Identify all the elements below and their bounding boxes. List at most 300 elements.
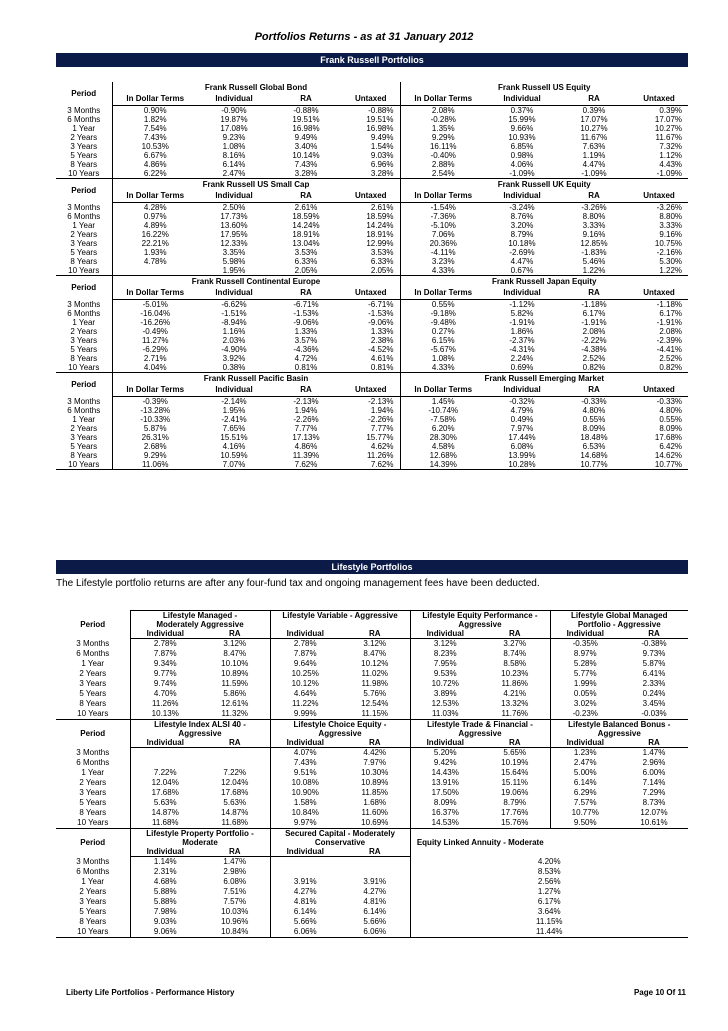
table-row [56,907,688,917]
value-cell: -5.10% [400,221,486,230]
value-cell: 8.23% [410,649,480,659]
value-cell: -4.36% [293,345,319,354]
value-cell: -9.06% [293,318,319,327]
period-cell: 2 Years [79,778,107,787]
value-cell: 15.11% [501,778,529,787]
value-cell: -5.67% [400,345,486,354]
value-cell: 7.77% [370,424,394,433]
value-cell: 2.78% [130,639,200,650]
table-row [56,212,688,221]
table-row [56,239,688,248]
column-header: RA [270,190,342,203]
value-cell: 1.08% [400,354,486,363]
value-cell: 11.02% [361,669,389,678]
value-cell: 11.15% [340,709,410,720]
value-cell: -3.26% [656,203,683,212]
portfolio-header-row [56,729,688,738]
value-cell: -0.39% [112,397,198,407]
column-header: Individual [130,738,200,748]
value-cell: 7.98% [130,907,200,917]
table-row [56,406,688,415]
column-header: In Dollar Terms [400,93,486,106]
portfolio-header-row [56,829,688,839]
value-cell: 10.08% [270,778,340,788]
value-cell: 5.66% [363,917,387,926]
value-cell: 11.06% [112,460,198,470]
value-cell: 0.55% [400,300,486,310]
table-row [56,442,688,451]
period-cell: 8 Years [79,917,107,926]
value-cell: 2.56% [410,877,688,887]
value-cell: 10.18% [508,239,536,248]
value-cell: -4.90% [221,345,247,354]
value-cell: 2.33% [642,679,666,688]
table-row [56,151,688,160]
period-cell: 1 Year [72,318,96,327]
period-cell: 10 Years [56,363,112,373]
column-header: RA [620,629,688,639]
value-cell: 1.68% [363,798,387,807]
value-cell: -5.01% [112,300,198,310]
column-header: In Dollar Terms [112,190,198,203]
fund-name-left: Frank Russell US Small Cap [112,179,400,191]
period-cell: 3 Months [76,638,110,648]
period-cell: 5 Years [70,248,98,257]
period-cell: 10 Years [56,266,112,276]
value-cell: 9.29% [400,133,486,142]
value-cell: 10.84% [200,927,270,938]
value-cell: 10.03% [221,907,249,916]
value-cell: 15.76% [480,818,550,829]
table-row [56,857,688,868]
value-cell: -2.22% [581,336,607,345]
value-cell: 17.95% [220,230,248,239]
table-row [56,169,688,179]
value-cell: 14.43% [410,768,480,778]
value-cell: -16.04% [112,309,198,318]
value-cell: 3.57% [294,336,318,345]
value-cell: 8.73% [642,798,666,807]
value-cell: 5.88% [130,887,200,897]
value-cell: -1.53% [293,309,319,318]
value-cell: 4.89% [112,221,198,230]
portfolio-risk [270,620,410,629]
value-cell: 7.87% [270,649,340,659]
value-cell: 7.97% [510,424,534,433]
column-header: RA [620,738,688,748]
value-cell: 4.58% [400,442,486,451]
portfolio-name: Secured Capital - Moderately [270,829,410,839]
value-cell: -1.54% [400,203,486,213]
table-row [56,748,688,759]
table-row [56,818,688,829]
period-cell: 3 Years [79,679,107,688]
value-cell: 7.65% [222,424,246,433]
value-cell: 0.90% [112,106,198,116]
table-row [56,230,688,239]
value-cell: 4.33% [400,266,486,276]
value-cell: 10.10% [221,659,249,668]
value-cell: 7.57% [223,897,247,906]
value-cell: 3.92% [222,354,246,363]
column-header: Individual [270,738,340,748]
period-cell: 10 Years [56,927,130,938]
value-cell: 3.12% [410,639,480,650]
value-cell: 6.85% [510,142,534,151]
period-cell: 3 Years [70,433,98,442]
period-cell: 1 Year [72,124,96,133]
value-cell: 5.63% [223,798,247,807]
value-cell: 0.24% [642,689,666,698]
table-row [56,460,688,470]
value-cell: -10.74% [400,406,486,415]
column-header: Untaxed [630,384,688,397]
column-header: Individual [130,629,200,639]
value-cell: 7.62% [342,460,400,470]
value-cell: 9.34% [130,659,200,669]
value-cell: 3.28% [270,169,342,179]
value-cell: 19.06% [501,788,529,797]
table-row [56,709,688,720]
value-cell: 8.09% [410,798,480,808]
value-cell: 9.49% [294,133,318,142]
column-header: Untaxed [342,287,400,300]
column-header: Individual [486,384,558,397]
value-cell: -1.91% [656,318,683,327]
value-cell: -1.53% [368,309,394,318]
value-cell: -0.28% [400,115,486,124]
column-header: Individual [486,190,558,203]
value-cell: 18.91% [292,230,320,239]
value-cell: -8.94% [221,318,247,327]
value-cell: 4.33% [400,363,486,373]
period-cell: 3 Months [76,856,110,866]
sub-header-row [56,629,688,639]
value-cell: 2.47% [198,169,270,179]
value-cell: 15.64% [501,768,529,777]
value-cell: -1.91% [581,318,607,327]
period-cell: 3 Years [79,788,107,797]
value-cell: 0.82% [630,363,688,373]
value-cell: 4.16% [222,442,246,451]
value-cell: 8.76% [510,212,534,221]
value-cell: 7.29% [642,788,666,797]
period-cell: 2 Years [70,133,98,142]
value-cell: 11.15% [410,917,688,927]
value-cell: 0.81% [270,363,342,373]
value-cell: 1.95% [222,406,246,415]
period-cell: 10 Years [56,460,112,470]
value-cell: -16.26% [112,318,198,327]
portfolio-name: Lifestyle Global Managed [550,611,688,621]
table-row [56,363,688,373]
value-cell: 4.81% [363,897,387,906]
period-cell: 2 Years [70,230,98,239]
value-cell: 13.91% [410,778,480,788]
value-cell: 4.62% [370,442,394,451]
value-cell: 3.91% [363,877,387,886]
value-cell: 11.98% [361,679,389,688]
table-row [56,778,688,788]
value-cell: 14.68% [580,451,608,460]
value-cell: -2.26% [368,415,394,424]
column-header: Untaxed [342,190,400,203]
column-header: In Dollar Terms [112,93,198,106]
period-header: Period [80,620,106,629]
table-row [56,699,688,709]
value-cell: 5.66% [270,917,340,927]
period-cell: 3 Months [67,396,101,406]
value-cell: 10.28% [486,460,558,470]
value-cell: -4.31% [509,345,535,354]
value-cell: -0.38% [641,639,667,648]
portfolio-name: Lifestyle Balanced Bonus - [550,720,688,730]
value-cell: 0.98% [510,151,534,160]
column-header: RA [480,738,550,748]
period-cell: 8 Years [70,354,98,363]
fund-group-header [56,276,688,288]
value-cell: 5.65% [503,748,527,757]
value-cell: 14.87% [130,808,200,818]
value-cell: -6.62% [221,300,247,309]
value-cell: 18.91% [366,230,394,239]
value-cell: 2.24% [510,354,534,363]
portfolio-name: Lifestyle Managed - [130,611,270,621]
table-row [56,689,688,699]
value-cell: 3.23% [400,257,486,266]
portfolio-risk: Aggressive [550,729,688,738]
value-cell: -0.33% [581,397,607,406]
value-cell: 10.12% [361,659,389,668]
column-header: Untaxed [630,190,688,203]
value-cell: 11.86% [501,679,529,688]
value-cell: 6.08% [510,442,534,451]
value-cell: 9.64% [270,659,340,669]
value-cell: 9.51% [270,768,340,778]
value-cell: 4.27% [363,887,387,896]
value-cell: 1.58% [270,798,340,808]
portfolio-name: Lifestyle Index ALSI 40 - [130,720,270,730]
value-cell: 9.99% [270,709,340,720]
period-header: Period [80,729,106,739]
value-cell: 9.66% [510,124,534,133]
portfolio-risk: Aggressive [270,729,410,738]
value-cell: 14.39% [400,460,486,470]
value-cell: 8.74% [503,649,527,658]
value-cell: -4.38% [581,345,607,354]
value-cell: 6.15% [400,336,486,345]
value-cell: 11.22% [270,699,340,709]
value-cell: 0.27% [400,327,486,336]
period-cell: 2 Years [70,327,98,336]
footer-page-number: Page 10 Of 11 [633,988,686,997]
portfolio-name: Lifestyle Property Portfolio - [130,829,270,839]
table-row [56,248,688,257]
value-cell: 5.76% [363,689,387,698]
value-cell: 7.95% [410,659,480,669]
fund-name-left: Frank Russell Pacific Basin [112,373,400,385]
value-cell: 9.50% [550,818,620,829]
value-cell: 9.29% [112,451,198,460]
value-cell: 8.47% [363,649,387,658]
value-cell: 10.77% [630,460,688,470]
value-cell: -1.09% [630,169,688,179]
value-cell: 6.33% [294,257,318,266]
value-cell: 2.98% [223,867,247,876]
sub-header-row [56,738,688,748]
value-cell: 19.87% [220,115,248,124]
value-cell: 11.32% [200,709,270,720]
portfolio-risk: Aggressive [410,729,550,738]
value-cell: 3.33% [659,221,683,230]
table-row [56,115,688,124]
table-row [56,300,688,310]
value-cell: 6.06% [270,927,340,938]
value-cell: 16.11% [400,142,486,151]
value-cell: 1.33% [370,327,394,336]
value-cell: -2.39% [656,336,683,345]
value-cell: 5.98% [222,257,246,266]
value-cell: -1.12% [509,300,535,309]
period-cell: 1 Year [72,415,96,424]
period-cell: 6 Months [67,115,101,124]
fund-name-right: Frank Russell US Equity [400,82,688,93]
column-header: RA [558,287,630,300]
value-cell: 19.51% [366,115,394,124]
value-cell: 10.25% [270,669,340,679]
value-cell: 17.08% [220,124,248,133]
period-cell: 5 Years [79,907,107,916]
value-cell: 4.47% [582,160,606,169]
column-header: RA [270,287,342,300]
footer-document-name: Liberty Life Portfolios - Performance History [66,988,235,997]
value-cell: 2.88% [400,160,486,169]
value-cell: 15.77% [366,433,394,442]
value-cell [340,867,410,877]
column-header: Individual [198,384,270,397]
period-cell: 3 Months [67,105,101,115]
value-cell: -9.18% [400,309,486,318]
value-cell: 11.68% [200,818,270,829]
value-cell: 16.98% [292,124,320,133]
value-cell: 10.30% [361,768,389,777]
period-cell: 1 Year [81,768,105,777]
value-cell: 9.53% [410,669,480,679]
table-row [56,679,688,689]
value-cell: 8.80% [582,212,606,221]
fund-group-header [56,179,688,191]
value-cell: 1.19% [582,151,606,160]
value-cell: 9.77% [130,669,200,679]
value-cell: 10.59% [220,451,248,460]
column-header: Individual [198,287,270,300]
value-cell: 3.53% [370,248,394,257]
table-row [56,257,688,266]
table-row [56,877,688,887]
period-cell: 5 Years [79,689,107,698]
fund-name-left: Frank Russell Global Bond [112,82,400,93]
value-cell: 11.26% [366,451,394,460]
value-cell: 7.06% [400,230,486,239]
value-cell: 1.93% [112,248,198,257]
value-cell: 4.42% [363,748,387,757]
value-cell: 7.77% [294,424,318,433]
value-cell: 10.13% [130,709,200,720]
value-cell: 10.53% [112,142,198,151]
value-cell: 0.67% [486,266,558,276]
value-cell: -0.35% [550,639,620,650]
table-row [56,927,688,938]
column-header-row [56,287,688,300]
value-cell: 6.14% [270,907,340,917]
value-cell: 6.14% [222,160,246,169]
value-cell: -0.88% [368,106,394,115]
table-row [56,424,688,433]
value-cell: 3.33% [582,221,606,230]
period-cell: 3 Months [76,747,110,757]
period-cell: 1 Year [81,877,105,886]
value-cell: 2.96% [642,758,666,767]
period-cell: 6 Months [67,212,101,221]
value-cell: 2.78% [270,639,340,650]
value-cell: 0.55% [659,415,683,424]
value-cell: 1.54% [370,142,394,151]
fund-name-right: Frank Russell UK Equity [400,179,688,191]
value-cell: 1.33% [294,327,318,336]
value-cell: 3.12% [223,639,247,648]
value-cell: -1.83% [581,248,607,257]
value-cell: 18.48% [580,433,608,442]
value-cell: 10.89% [361,778,389,787]
value-cell: 16.37% [410,808,480,818]
value-cell: 2.50% [222,203,246,212]
period-header: Period [71,283,97,293]
fund-name-left: Frank Russell Continental Europe [112,276,400,288]
value-cell: 1.45% [400,397,486,407]
portfolio-header-row [56,720,688,730]
value-cell: 15.99% [508,115,536,124]
fund-group-header [56,82,688,93]
period-cell: 3 Years [70,239,98,248]
value-cell: 9.16% [659,230,683,239]
value-cell: 12.53% [410,699,480,709]
value-cell: 10.27% [580,124,608,133]
value-cell: -1.51% [221,309,247,318]
value-cell: 5.20% [410,748,480,759]
value-cell: 26.31% [112,433,198,442]
value-cell: 17.73% [220,212,248,221]
value-cell: 2.08% [582,327,606,336]
value-cell: 2.52% [582,354,606,363]
value-cell: 3.64% [410,907,688,917]
value-cell: 4.70% [130,689,200,699]
value-cell: 3.53% [294,248,318,257]
portfolio-risk: Moderately Aggressive [130,620,270,629]
value-cell: 12.85% [580,239,608,248]
value-cell: 0.81% [342,363,400,373]
value-cell: -10.33% [112,415,198,424]
value-cell [200,748,270,759]
value-cell: 7.87% [130,649,200,659]
value-cell: 9.06% [130,927,200,938]
column-header: In Dollar Terms [400,190,486,203]
value-cell: 4.04% [112,363,198,373]
value-cell: 9.97% [270,818,340,829]
value-cell: 4.28% [112,203,198,213]
value-cell: 2.08% [659,327,683,336]
value-cell: 9.23% [222,133,246,142]
value-cell: 6.41% [642,669,666,678]
